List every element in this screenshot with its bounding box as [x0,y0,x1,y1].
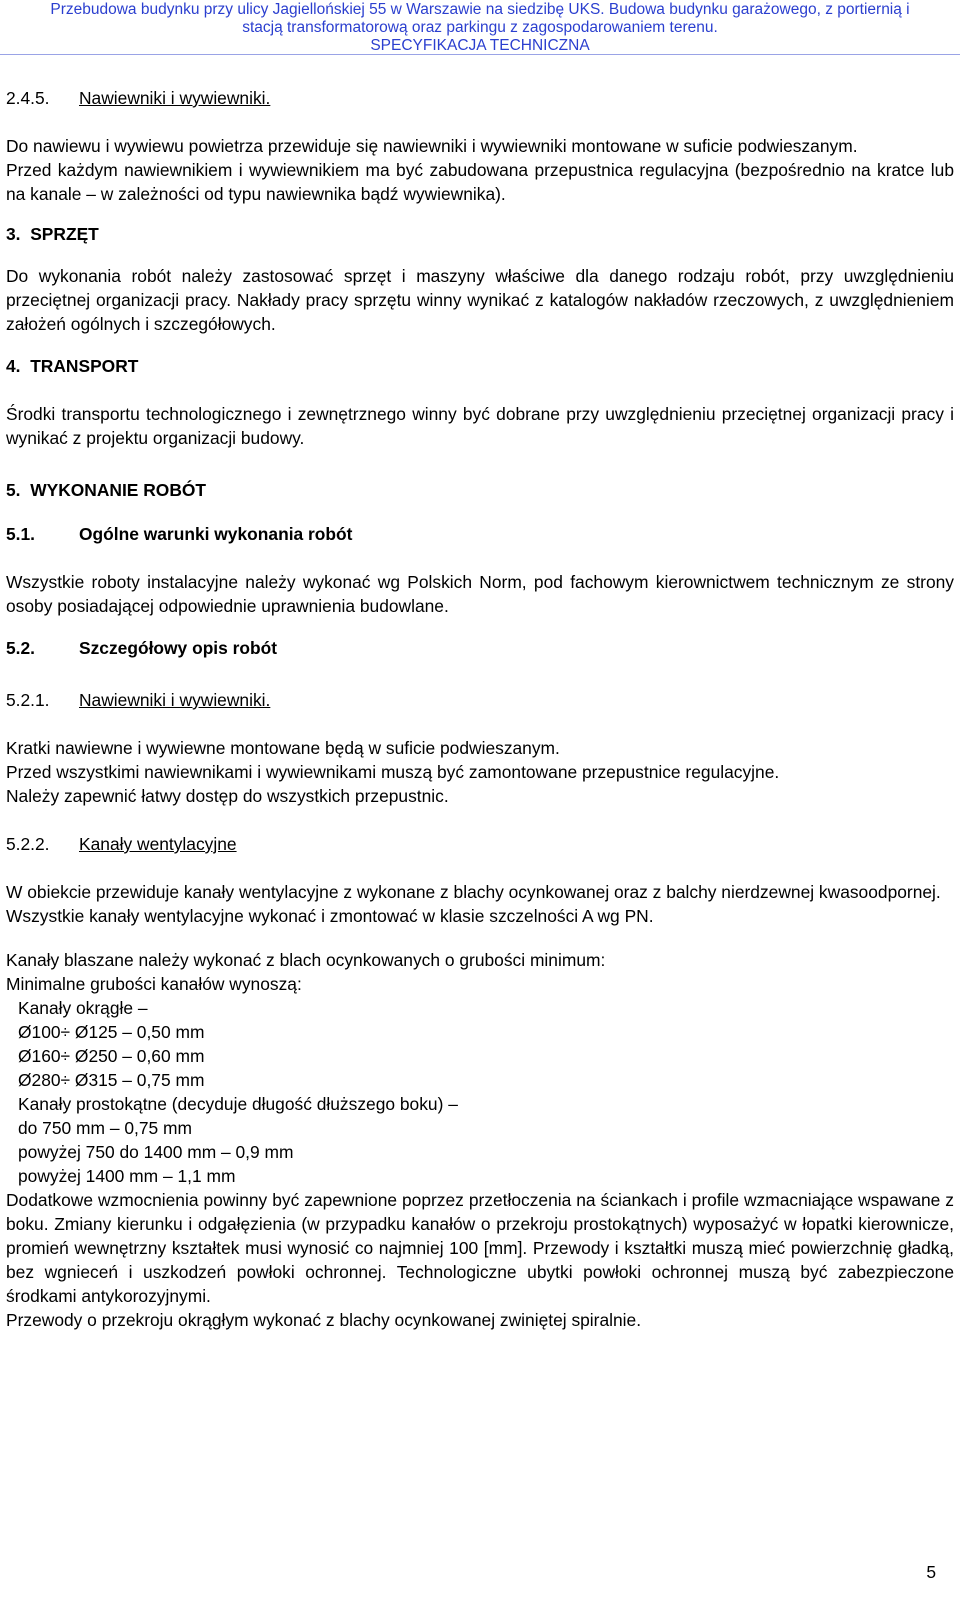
header-doc-type: SPECYFIKACJA TECHNICZNA [370,37,590,54]
section-heading-5-2-2 [6,832,954,856]
section-heading-5-2-1 [6,688,954,712]
section-number: 3. [6,224,21,244]
list-item: powyżej 750 do 1400 mm – 0,9 mm [18,1142,294,1162]
paragraph: Kanały blaszane należy wykonać z blach ocynkowanych o grubości minimum: [6,950,606,970]
section-number: 5.2.2. [6,834,50,854]
paragraph: Wszystkie roboty instalacyjne należy wykonać wg Polskich Norm, pod fachowym kierownictwem technicznym ze strony osoby posiadającej odpowiednie uprawnienia budowlane. [6,572,954,616]
section-title: SPRZĘT [30,224,99,244]
section-title: Ogólne warunki wykonania robót [79,524,353,544]
paragraph: Przewody o przekroju okrągłym wykonać z blachy ocynkowanej zwiniętej spiralnie. [6,1310,642,1330]
section-number: 5. [6,480,21,500]
section-heading-3 [6,222,954,246]
section-heading-5 [6,478,954,502]
section-title: TRANSPORT [30,356,139,376]
section-heading-2-4-5 [6,86,954,110]
header-title-line1: Przebudowa budynku przy ulicy Jagiellońskiej 55 w Warszawie na siedzibę UKS. Budowa budynku garażowego, z portiernią i [50,1,910,18]
header-title-line2: stacją transformatorową oraz parkingu z zagospodarowaniem terenu. [242,19,718,36]
list-item: Kanały okrągłe – [18,998,148,1018]
section-title: WYKONANIE ROBÓT [30,480,207,500]
paragraph: Dodatkowe wzmocnienia powinny być zapewnione poprzez przetłoczenia na ściankach i profile wzmacniające wspawane z boku. Zmiany kierunku i odgałęzienia (w przypadku kanałów o przekroju prostokątnych) wyposażyć w łopatki kierownicze, promień wewnętrzny kształtek musi wynosić co najmniej 100 [mm]. Przewody i kształtki muszą mieć powierzchnię gładką, bez wgnieceń i uszkodzeń powłoki ochronnej. Technologiczne ubytki powłoki ochronnej muszą być zabezpieczone środkami antykorozyjnymi. [6,1190,954,1306]
section-number: 5.1. [6,524,36,544]
text-line: Przed wszystkimi nawiewnikami i wywiewnikami muszą być zamontowane przepustnice regulacyjne. [6,762,780,782]
section-number: 4. [6,356,21,376]
section-title: Kanały wentylacyjne [79,834,237,854]
text-line: Należy zapewnić łatwy dostęp do wszystkich przepustnic. [6,786,449,806]
page-header [0,0,960,55]
section-number: 5.2.1. [6,690,50,710]
text-line: Kratki nawiewne i wywiewne montowane będą w suficie podwieszanym. [6,738,560,758]
section-heading-4 [6,354,954,378]
section-number: 2.4.5. [6,88,50,108]
page-number: 5 [926,1562,936,1582]
section-heading-5-2 [6,636,954,660]
list-item: powyżej 1400 mm – 1,1 mm [18,1166,236,1186]
section-title: Nawiewniki i wywiewniki. [79,88,271,108]
list-item: do 750 mm – 0,75 mm [18,1118,192,1138]
paragraph: Do wykonania robót należy zastosować sprzęt i maszyny właściwe dla danego rodzaju robót, przy uwzględnieniu przeciętnej organizacji pracy. Nakłady pracy sprzętu winny wynikać z katalogów nakładów rzeczowych, z uwzględnieniem założeń ogólnych i szczegółowych. [6,266,954,334]
document-body [6,86,954,1332]
paragraph: W obiekcie przewiduje kanały wentylacyjne z wykonane z blachy ocynkowanej oraz z balchy nierdzewnej kwasoodpornej. [6,882,941,902]
paragraph: Do nawiewu i wywiewu powietrza przewiduje się nawiewniki i wywiewniki montowane w suficie podwieszanym. [6,136,858,156]
paragraph: Minimalne grubości kanałów wynoszą: [6,974,302,994]
list-item: Ø280÷ Ø315 – 0,75 mm [18,1070,205,1090]
section-title: Nawiewniki i wywiewniki. [79,690,271,710]
paragraph: Środki transportu technologicznego i zewnętrznego winny być dobrane przy uwzględnieniu przeciętnej organizacji pracy i wynikać z projektu organizacji budowy. [6,404,954,448]
section-number: 5.2. [6,638,36,658]
list-item: Ø100÷ Ø125 – 0,50 mm [18,1022,205,1042]
list-item: Kanały prostokątne (decyduje długość dłuższego boku) – [18,1094,458,1114]
section-title: Szczegółowy opis robót [79,638,278,658]
paragraph: Przed każdym nawiewnikiem i wywiewnikiem ma być zabudowana przepustnica regulacyjna (bezpośrednio na kratce lub na kanale – w zależności od typu nawiewnika bądź wywiewnika). [6,160,954,204]
list-item: Ø160÷ Ø250 – 0,60 mm [18,1046,205,1066]
section-heading-5-1 [6,522,954,546]
duct-thickness-list [6,996,954,1188]
paragraph: Wszystkie kanały wentylacyjne wykonać i zmontować w klasie szczelności A wg PN. [6,906,654,926]
